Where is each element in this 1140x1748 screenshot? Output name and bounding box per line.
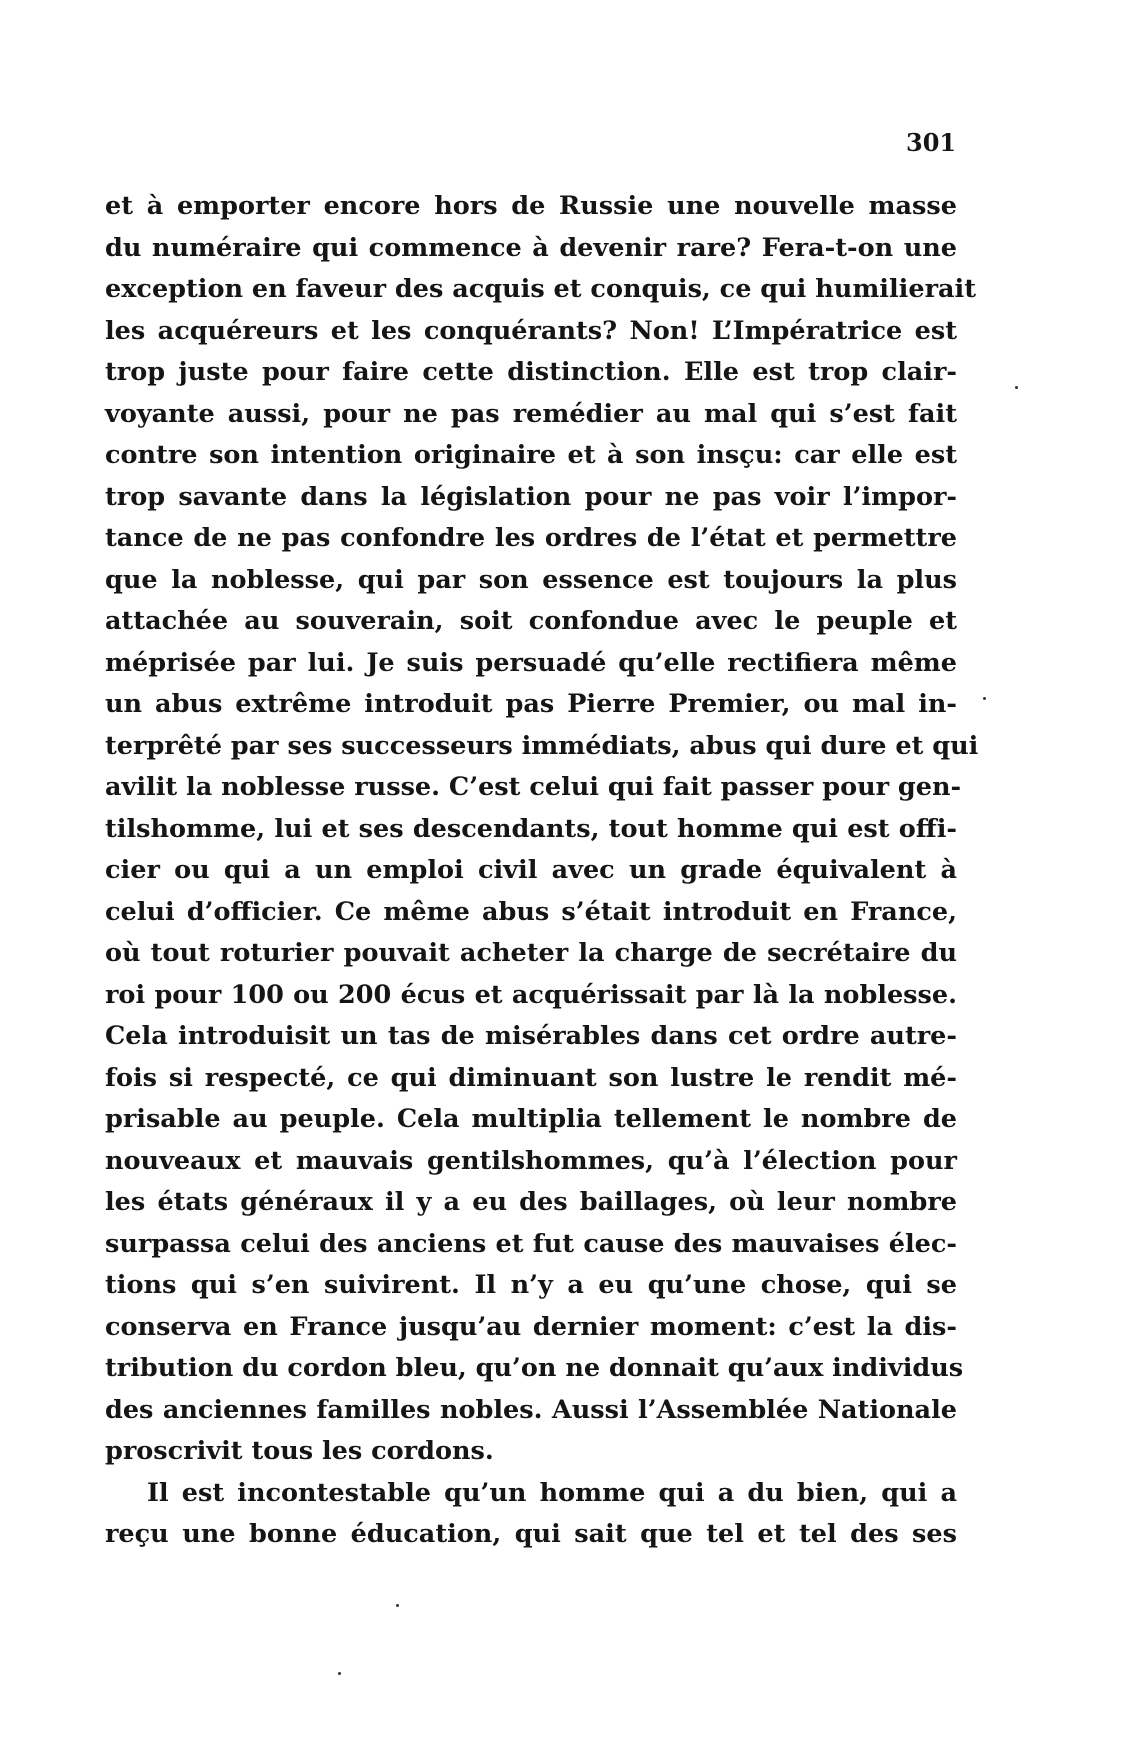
text-line: tions qui s’en suivirent. Il n’y a eu qu’une chose, qui se: [105, 1270, 957, 1300]
text-line: reçu une bonne éducation, qui sait que tel et tel des ses: [105, 1519, 957, 1549]
text-line: cier ou qui a un emploi civil avec un grade équivalent à: [105, 855, 957, 885]
text-line: prisable au peuple. Cela multiplia tellement le nombre de: [105, 1104, 957, 1134]
text-line: tilshomme, lui et ses descendants, tout homme qui est offi-: [105, 813, 957, 844]
text-line: surpassa celui des anciens et fut cause des mauvaises élec-: [105, 1228, 957, 1259]
scan-speck: [338, 1672, 341, 1675]
body-text: [105, 186, 979, 1556]
text-line: un abus extrême introduit pas Pierre Premier, ou mal in-: [105, 689, 957, 719]
text-line: contre son intention originaire et à son insçu: car elle est: [105, 440, 957, 470]
text-line: méprisée par lui. Je suis persuadé qu’elle rectifiera même: [105, 647, 957, 678]
text-line: tribution du cordon bleu, qu’on ne donnait qu’aux individus: [105, 1353, 964, 1383]
text-line: exception en faveur des acquis et conquis, ce qui humilierait: [105, 274, 977, 304]
text-line: proscrivit tous les cordons.: [105, 1436, 494, 1466]
text-line: les états généraux il y a eu des baillages, où leur nombre: [105, 1187, 957, 1217]
text-line: nouveaux et mauvais gentilshommes, qu’à l’élection pour: [105, 1145, 957, 1176]
paragraph-1: [105, 186, 979, 1473]
text-line: trop juste pour faire cette distinction. Elle est trop clair-: [105, 357, 957, 387]
text-line: fois si respecté, ce qui diminuant son lustre le rendit mé-: [105, 1062, 957, 1093]
text-line: trop savante dans la législation pour ne pas voir l’impor-: [105, 481, 957, 512]
text-line: celui d’officier. Ce même abus s’était introduit en France,: [105, 896, 957, 927]
text-line: voyante aussi, pour ne pas remédier au mal qui s’est fait: [105, 398, 957, 429]
text-line: Cela introduisit un tas de misérables dans cet ordre autre-: [105, 1021, 957, 1051]
text-line: tance de ne pas confondre les ordres de l’état et permettre: [105, 523, 957, 553]
text-line: avilit la noblesse russe. C’est celui qui fait passer pour gen-: [105, 772, 962, 802]
text-line: les acquéreurs et les conquérants? Non! L’Impératrice est: [105, 315, 957, 346]
text-line: roi pour 100 ou 200 écus et acquérissait par là la noblesse.: [105, 979, 957, 1010]
text-line: conserva en France jusqu’au dernier moment: c’est la dis-: [105, 1311, 957, 1342]
text-line: des anciennes familles nobles. Aussi l’Assemblée Nationale: [105, 1394, 957, 1425]
scan-speck: [983, 697, 986, 700]
text-line: attachée au souverain, soit confondue avec le peuple et: [105, 606, 957, 636]
paragraph-2: [105, 1473, 957, 1556]
text-line: que la noblesse, qui par son essence est toujours la plus: [105, 564, 957, 595]
text-line: et à emporter encore hors de Russie une nouvelle masse: [105, 191, 957, 221]
scan-speck: [396, 1604, 399, 1607]
scan-speck: [1015, 386, 1018, 389]
page-number: 301: [906, 128, 957, 157]
text-line: du numéraire qui commence à devenir rare? Fera-t-on une: [105, 232, 957, 263]
text-line: terprêté par ses successeurs immédiats, abus qui dure et qui: [105, 730, 979, 761]
text-line: Il est incontestable qu’un homme qui a du bien, qui a: [147, 1477, 957, 1508]
text-line: où tout roturier pouvait acheter la charge de secrétaire du: [105, 938, 957, 968]
